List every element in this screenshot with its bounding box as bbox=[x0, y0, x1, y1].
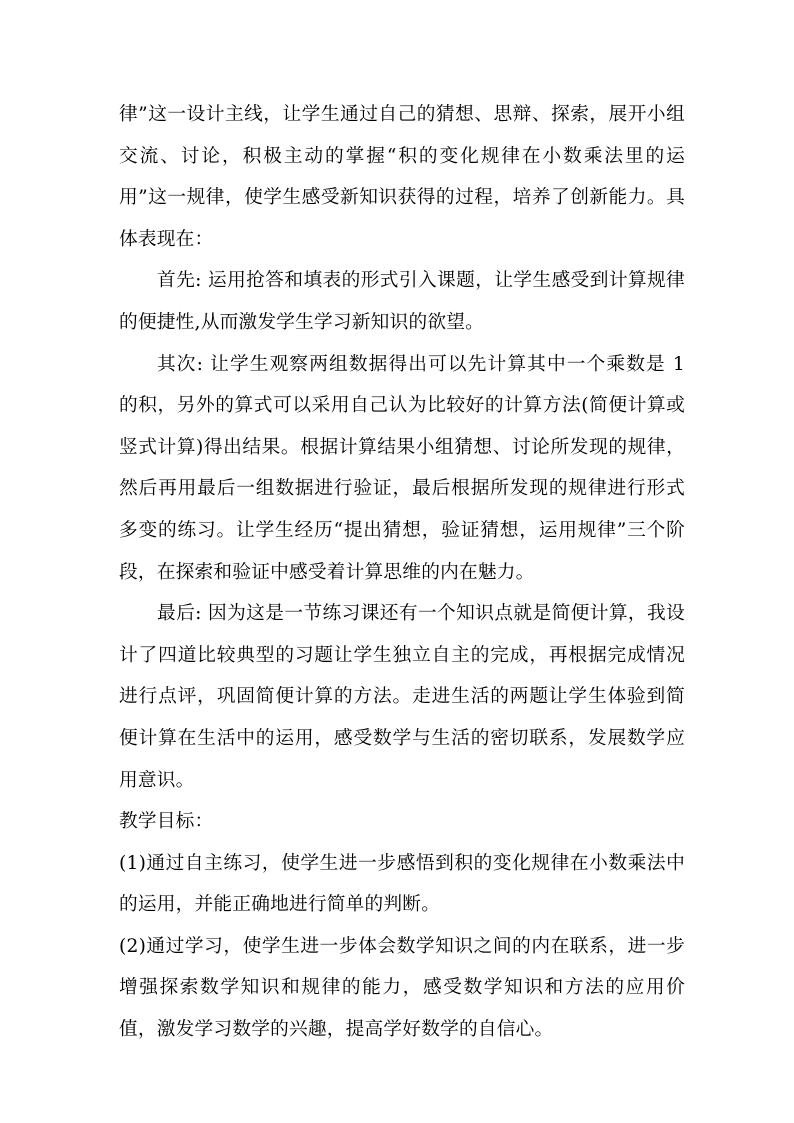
first-step-paragraph: 首先: 运用抢答和填表的形式引入课题，让学生感受到计算规律的便捷性,从而激发学生学习新知识的欲望。 bbox=[119, 270, 685, 333]
second-step-paragraph: 其次: 让学生观察两组数据得出可以先计算其中一个乘数是 1 的积，另外的算式可以采用自己认为比较好的计算方法(简便计算或竖式计算)得出结果。根据计算结果小组猜想、讨论所发现的规律，然后再用最后一组数据进行验证，最后根据所发现的规律进行形式多变的练习。让学生经历“提出猜想，验证猜想，运用规律”三个阶段，在探索和验证中感受着计算思维的内在魅力。 bbox=[119, 353, 685, 583]
goal-item-1: (1)通过自主练习，使学生进一步感悟到积的变化规律在小数乘法中的运用，并能正确地进行简单的判断。 bbox=[119, 852, 685, 916]
goal-item-2: (2)通过学习，使学生进一步体会数学知识之间的内在联系，进一步增强探索数学知识和规律的能力，感受数学知识和方法的应用价值，激发学习数学的兴趣，提高学好数学的自信心。 bbox=[119, 935, 685, 1041]
intro-paragraph: 律”这一设计主线，让学生通过自己的猜想、思辩、探索，展开小组交流、讨论，积极主动的掌握“积的变化规律在小数乘法里的运用”这一规律，使学生感受新知识获得的过程，培养了创新能力。具体表现在： bbox=[119, 104, 685, 250]
final-step-paragraph: 最后: 因为这是一节练习课还有一个知识点就是简便计算，我设计了四道比较典型的习题让学生独立自主的完成，再根据完成情况进行点评，巩固简便计算的方法。走进生活的两题让学生体验到简便计算在生活中的运用，感受数学与生活的密切联系，发展数学应用意识。 bbox=[119, 603, 685, 791]
teaching-goals-heading: 教学目标： bbox=[119, 811, 214, 833]
document-body bbox=[119, 94, 685, 1051]
